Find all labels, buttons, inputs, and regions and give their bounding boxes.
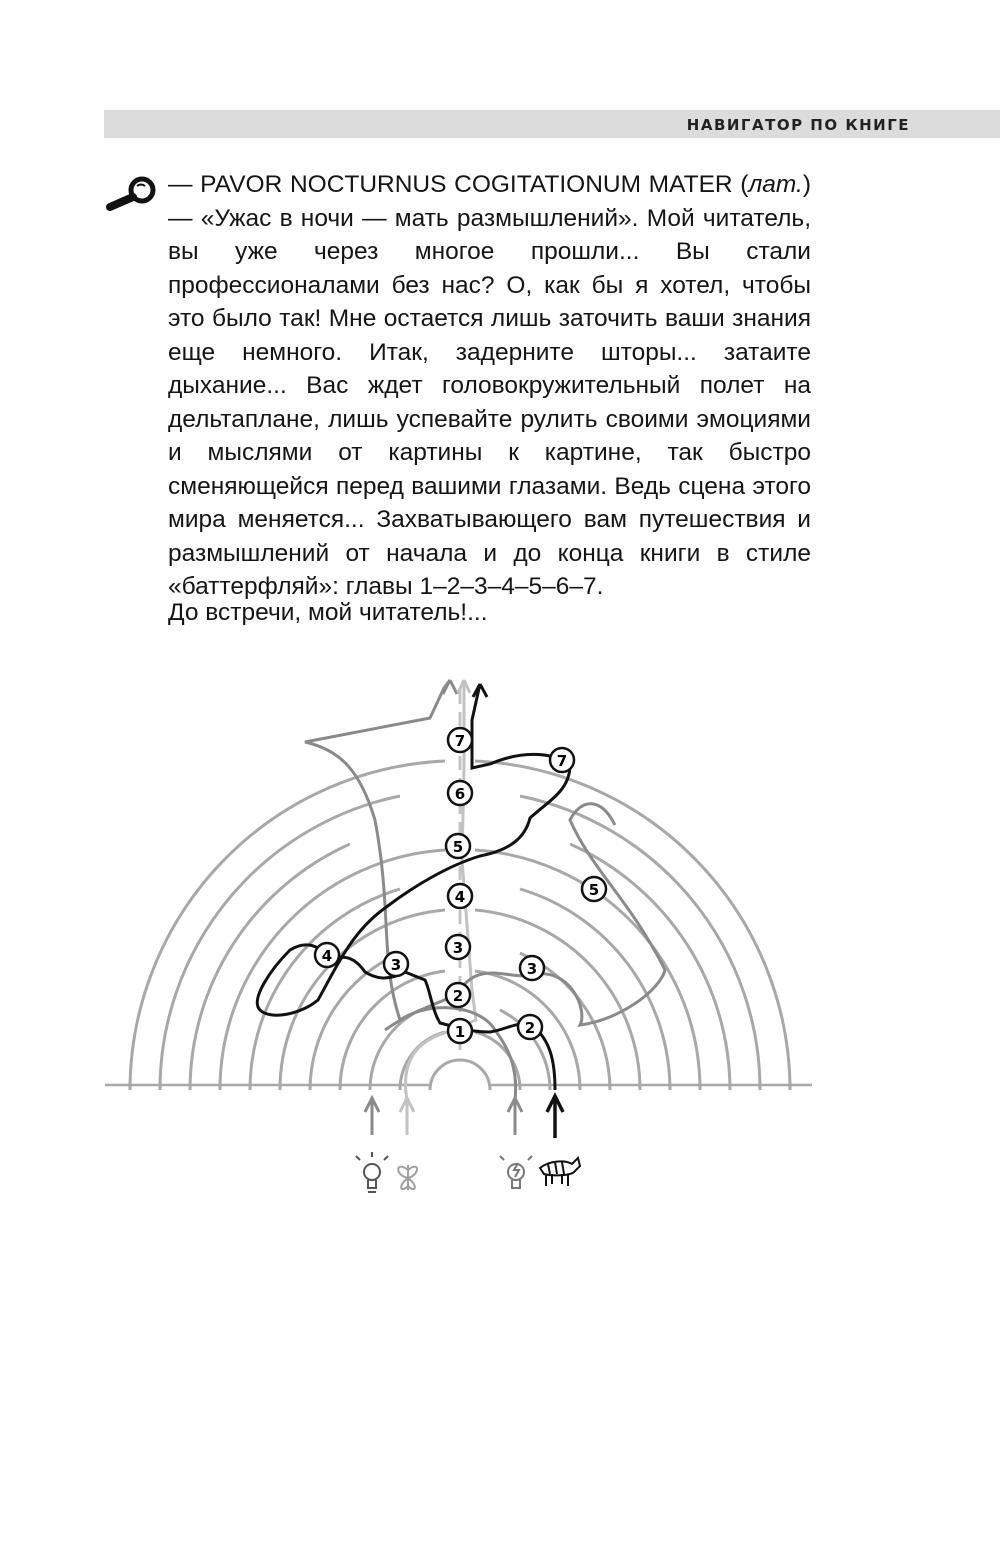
chapter-path-diagram (100, 660, 820, 1220)
node-3-center (446, 935, 470, 959)
lang-note: лат. (748, 171, 803, 198)
node-3-right (520, 956, 544, 980)
svg-text:3: 3 (452, 939, 464, 957)
magnifier-icon (104, 174, 158, 214)
running-header-title: НАВИГАТОР ПО КНИГЕ (686, 116, 910, 134)
latin-phrase: PAVOR NOCTURNUS COGITATIONUM MATER (200, 171, 733, 198)
header-bar (104, 110, 1000, 138)
paragraph-text: «Ужас в ночи — мать размышлений». Мой читатель, вы уже через многое прошли... Вы стали профессионалами без нас? О, как бы я хотел, чтобы это было так! Мне остается лишь заточить ваши знания еще немного. Итак, задерните шторы... затаите дыхание... Вас ждет головокружительный полет на дельтаплане, лишь успевайте рулить своими эмоциями и мыслями от картины к картине, так быстро сменяющейся перед вашими глазами. Ведь сцена этого мира меняется... Захватывающего вам путешествия и размышлений от начала и до конца книги в стиле «баттерфляй»: главы 1–2–3–4–5–6–7. (168, 204, 812, 600)
node-5-right (582, 877, 606, 901)
svg-text:7: 7 (556, 752, 568, 770)
zebra-icon (540, 1158, 580, 1186)
lang-open: ( (732, 171, 749, 198)
bulb-lightning-icon (500, 1156, 532, 1188)
node-7-center (448, 728, 472, 752)
node-2-right (518, 1015, 542, 1039)
node-2-center (446, 983, 470, 1007)
svg-text:2: 2 (452, 987, 464, 1005)
node-1 (448, 1019, 472, 1043)
lightbulb-icon (356, 1152, 388, 1192)
dash-open: — (168, 171, 201, 198)
svg-text:3: 3 (390, 956, 402, 974)
svg-text:7: 7 (454, 732, 466, 750)
butterfly-icon (398, 1165, 417, 1190)
node-3-left (384, 952, 408, 976)
svg-text:1: 1 (454, 1023, 466, 1041)
node-7-right (550, 748, 574, 772)
svg-text:6: 6 (454, 785, 466, 803)
node-6 (448, 781, 472, 805)
bottom-arrows (365, 1096, 563, 1138)
intro-paragraph (168, 168, 811, 604)
svg-text:2: 2 (524, 1019, 536, 1037)
node-5-center (446, 834, 470, 858)
svg-text:4: 4 (321, 947, 333, 965)
node-4-left (315, 943, 339, 967)
closing-line: До встречи, мой читатель!... (168, 599, 488, 626)
svg-text:3: 3 (526, 960, 538, 978)
lang-close: ) — (168, 171, 811, 232)
svg-text:4: 4 (454, 888, 466, 906)
svg-text:5: 5 (588, 881, 600, 899)
svg-text:5: 5 (452, 838, 464, 856)
node-4-center (448, 884, 472, 908)
